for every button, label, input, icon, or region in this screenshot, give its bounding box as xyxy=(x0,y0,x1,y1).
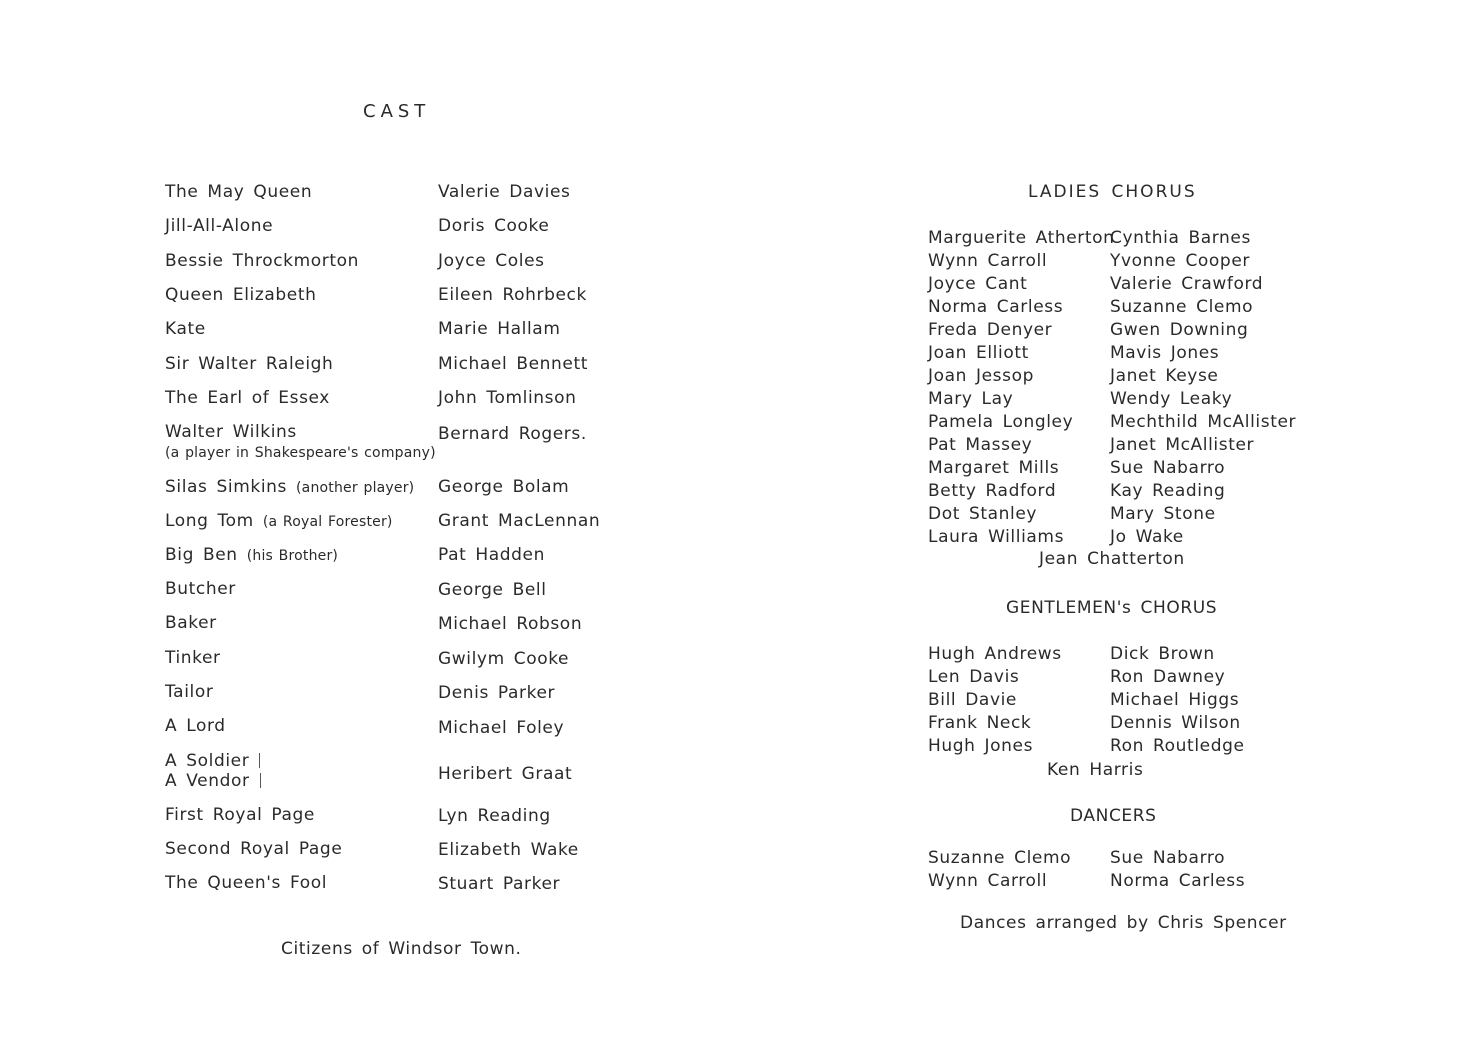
role-big-ben-note: (his Brother) xyxy=(246,548,339,564)
gentlemens-chorus-last: Ken Harris xyxy=(1047,760,1144,780)
ladies-member: Gwen Downing xyxy=(1110,320,1249,340)
role-silas-simkins-note: (another player) xyxy=(296,480,415,496)
ladies-member: Norma Carless xyxy=(928,297,1064,317)
ladies-chorus-title: LADIES CHORUS xyxy=(1028,182,1197,202)
actor-queens-fool: Stuart Parker xyxy=(438,874,561,894)
role-earl-of-essex: The Earl of Essex xyxy=(165,388,330,408)
dancer: Sue Nabarro xyxy=(1110,848,1226,868)
ladies-member: Janet Keyse xyxy=(1110,366,1219,386)
brace-bar xyxy=(259,753,260,768)
role-kate: Kate xyxy=(165,319,206,339)
role-tinker: Tinker xyxy=(165,648,221,668)
gentlemen-member: Michael Higgs xyxy=(1110,690,1240,710)
ladies-member: Margaret Mills xyxy=(928,458,1060,478)
role-bessie-throckmorton: Bessie Throckmorton xyxy=(165,251,359,271)
actor-first-royal-page: Lyn Reading xyxy=(438,806,551,826)
actor-kate: Marie Hallam xyxy=(438,319,561,339)
actor-second-royal-page: Elizabeth Wake xyxy=(438,840,579,860)
dances-credit: Dances arranged by Chris Spencer xyxy=(960,913,1287,933)
actor-may-queen: Valerie Davies xyxy=(438,182,571,202)
role-queen-elizabeth: Queen Elizabeth xyxy=(165,285,317,305)
role-vendor-line xyxy=(165,771,261,791)
ladies-member: Kay Reading xyxy=(1110,481,1226,501)
role-long-tom-name: Long Tom xyxy=(165,511,254,531)
role-tailor: Tailor xyxy=(165,682,214,702)
ladies-member: Mary Stone xyxy=(1110,504,1216,524)
role-big-ben-name: Big Ben xyxy=(165,545,238,565)
brace-bar xyxy=(260,773,261,788)
ladies-chorus-last: Jean Chatterton xyxy=(1039,549,1185,569)
ladies-member: Wynn Carroll xyxy=(928,251,1048,271)
gentlemens-chorus-title: GENTLEMEN's CHORUS xyxy=(1006,598,1218,618)
ladies-member: Jo Wake xyxy=(1110,527,1184,547)
ladies-member: Sue Nabarro xyxy=(1110,458,1226,478)
role-long-tom-note: (a Royal Forester) xyxy=(262,514,393,530)
ladies-member: Joan Elliott xyxy=(928,343,1029,363)
gentlemen-member: Dick Brown xyxy=(1110,644,1215,664)
chorus-page xyxy=(736,0,1472,1041)
role-queens-fool: The Queen's Fool xyxy=(165,873,328,893)
dancer: Suzanne Clemo xyxy=(928,848,1072,868)
gentlemen-member: Frank Neck xyxy=(928,713,1032,733)
ladies-member: Mechthild McAllister xyxy=(1110,412,1297,432)
ladies-member: Mary Lay xyxy=(928,389,1014,409)
role-second-royal-page: Second Royal Page xyxy=(165,839,343,859)
actor-tailor: Denis Parker xyxy=(438,683,556,703)
role-a-lord: A Lord xyxy=(165,716,226,736)
citizens-line: Citizens of Windsor Town. xyxy=(281,939,522,959)
dancers-list xyxy=(928,848,1310,891)
role-may-queen: The May Queen xyxy=(165,182,313,202)
actor-bessie-throckmorton: Joyce Coles xyxy=(438,251,545,271)
role-butcher: Butcher xyxy=(165,579,236,599)
role-baker: Baker xyxy=(165,613,217,633)
role-silas-simkins-name: Silas Simkins xyxy=(165,477,287,497)
role-long-tom xyxy=(165,511,393,532)
gentlemen-member: Ron Dawney xyxy=(1110,667,1226,687)
gentlemen-member: Hugh Andrews xyxy=(928,644,1062,664)
actor-jill-all-alone: Doris Cooke xyxy=(438,216,550,236)
ladies-member: Valerie Crawford xyxy=(1110,274,1264,294)
gentlemen-member: Hugh Jones xyxy=(928,736,1034,756)
actor-a-lord: Michael Foley xyxy=(438,718,565,738)
ladies-member: Laura Williams xyxy=(928,527,1065,547)
role-walter-wilkins: Walter Wilkins xyxy=(165,422,297,442)
role-sir-walter-raleigh: Sir Walter Raleigh xyxy=(165,354,334,374)
actor-big-ben: Pat Hadden xyxy=(438,545,545,565)
gentlemen-member: Dennis Wilson xyxy=(1110,713,1241,733)
ladies-member: Freda Denyer xyxy=(928,320,1053,340)
ladies-member: Marguerite Atherton xyxy=(928,228,1115,248)
gentlemen-member: Bill Davie xyxy=(928,690,1017,710)
ladies-member: Yvonne Cooper xyxy=(1110,251,1250,271)
dancer: Wynn Carroll xyxy=(928,871,1048,891)
role-soldier-line xyxy=(165,751,261,771)
ladies-member: Pamela Longley xyxy=(928,412,1074,432)
role-big-ben xyxy=(165,545,338,566)
actor-soldier-vendor: Heribert Graat xyxy=(438,764,573,784)
role-a-soldier: A Soldier xyxy=(165,751,250,771)
role-soldier-vendor xyxy=(165,751,261,791)
dancer: Norma Carless xyxy=(1110,871,1246,891)
ladies-member: Wendy Leaky xyxy=(1110,389,1233,409)
ladies-member: Pat Massey xyxy=(928,435,1033,455)
ladies-member: Suzanne Clemo xyxy=(1110,297,1254,317)
ladies-member: Cynthia Barnes xyxy=(1110,228,1251,248)
actor-silas-simkins: George Bolam xyxy=(438,477,570,497)
ladies-member: Betty Radford xyxy=(928,481,1057,501)
gentlemen-member: Len Davis xyxy=(928,667,1020,687)
role-first-royal-page: First Royal Page xyxy=(165,805,315,825)
ladies-member: Dot Stanley xyxy=(928,504,1038,524)
dancers-title: DANCERS xyxy=(1070,806,1157,826)
ladies-chorus-list xyxy=(928,228,1310,547)
ladies-member: Janet McAllister xyxy=(1110,435,1255,455)
gentlemen-member: Ron Routledge xyxy=(1110,736,1245,756)
actor-queen-elizabeth: Eileen Rohrbeck xyxy=(438,285,587,305)
role-walter-wilkins-note: (a player in Shakespeare's company) xyxy=(165,445,436,461)
role-a-vendor: A Vendor xyxy=(165,771,250,791)
gentlemens-chorus-list xyxy=(928,644,1310,756)
actor-tinker: Gwilym Cooke xyxy=(438,649,570,669)
actor-long-tom: Grant MacLennan xyxy=(438,511,601,531)
actor-sir-walter-raleigh: Michael Bennett xyxy=(438,354,588,374)
ladies-member: Joan Jessop xyxy=(928,366,1034,386)
role-jill-all-alone: Jill-All-Alone xyxy=(165,216,274,236)
actor-walter-wilkins: Bernard Rogers. xyxy=(438,424,587,444)
ladies-member: Mavis Jones xyxy=(1110,343,1220,363)
role-silas-simkins xyxy=(165,477,414,498)
actor-baker: Michael Robson xyxy=(438,614,583,634)
cast-title: CAST xyxy=(363,101,431,122)
ladies-member: Joyce Cant xyxy=(928,274,1028,294)
actor-butcher: George Bell xyxy=(438,580,547,600)
actor-earl-of-essex: John Tomlinson xyxy=(438,388,577,408)
